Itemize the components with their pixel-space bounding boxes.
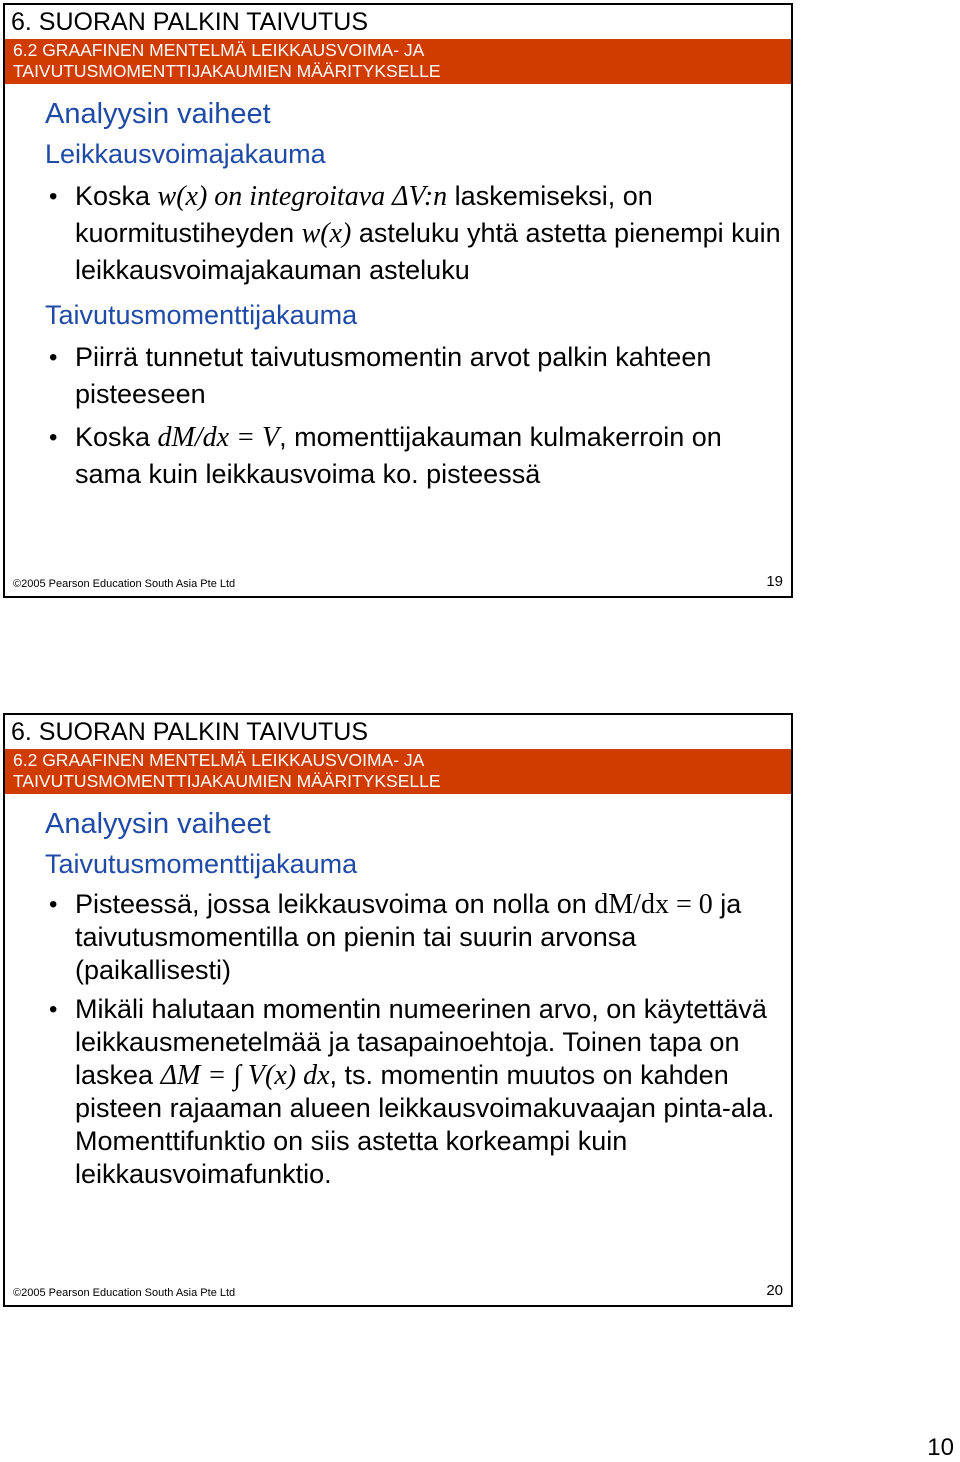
subsection-moment: Taivutusmomenttijakauma [45,300,358,330]
bullet-text: asteluku yhtä astetta pienempi kuin leikkausvoimajakauman asteluku [75,218,781,285]
bullet-text: ja taivutusmomentilla on pienin tai suurin arvonsa (paikallisesti) [75,889,742,985]
bullet-text: Mikäli halutaan momentin numeerinen arvo, on käytettävä leikkausmenetelmää ja tasapainoehtoja. Toinen tapa on laskea [75,994,767,1090]
subtitle-line-1: 6.2 GRAAFINEN MENTELMÄ LEIKKAUSVOIMA- JA [13,750,425,770]
slide-title: 6. SUORAN PALKIN TAIVUTUS [11,8,369,36]
bullet-icon: • [49,183,58,210]
subsection-shear: Leikkausvoimajakauma [45,139,326,169]
slide-title: 6. SUORAN PALKIN TAIVUTUS [11,718,369,746]
slide-footer [5,572,791,596]
slide-number: 20 [766,1282,783,1299]
copyright-text: ©2005 Pearson Education South Asia Pte Ltd [13,1287,236,1299]
bullet-list-moment [5,339,791,493]
slide-subtitle-bar [5,39,791,84]
bullet-text: laskemiseksi, on kuormitustiheyden [75,181,653,248]
slide-number: 19 [766,573,783,590]
bullet-icon: • [49,996,58,1023]
subtitle-line-2: TAIVUTUSMOMENTTIJAKAUMIEN MÄÄRITYKSELLE [13,771,441,791]
math-expression: dM/dx = 0 [594,889,713,920]
math-expression: dM/dx = V [157,422,280,453]
bullet-list-shear [5,178,791,289]
subtitle-line-1: 6.2 GRAAFINEN MENTELMÄ LEIKKAUSVOIMA- JA [13,40,425,60]
bullet-icon: • [49,891,58,918]
bullet-item [5,888,791,987]
slide-19 [3,3,793,598]
bullet-text: , momenttijakauman kulmakerroin on sama kuin leikkausvoima ko. pisteessä [75,422,722,489]
bullet-text: Pisteessä, jossa leikkausvoima on nolla on [75,889,595,919]
slide-footer [5,1281,791,1305]
subtitle-line-2: TAIVUTUSMOMENTTIJAKAUMIEN MÄÄRITYKSELLE [13,61,441,81]
bullet-icon: • [49,344,58,371]
bullet-item [5,993,791,1191]
document-page-number: 10 [927,1434,954,1461]
bullet-text: Koska [75,422,158,452]
section-heading: Analyysin vaiheet [45,98,271,130]
copyright-text: ©2005 Pearson Education South Asia Pte Ltd [13,578,236,590]
bullet-item [5,419,791,493]
bullet-text: Piirrä tunnetut taivutusmomentin arvot palkin kahteen pisteeseen [75,342,712,409]
bullet-item [5,339,791,413]
bullet-icon: • [49,424,58,451]
slide-subtitle-bar [5,749,791,794]
section-heading: Analyysin vaiheet [45,808,271,840]
math-expression: w(x) [301,218,352,249]
subsection-moment: Taivutusmomenttijakauma [45,849,358,879]
copyright-icon: © [13,578,22,590]
slide-20 [3,713,793,1307]
bullet-list-moment [5,888,791,1191]
math-expression: ΔM = ∫ V(x) dx [160,1060,330,1091]
copyright-icon: © [13,1287,22,1299]
math-expression: w(x) on integroitava ΔV:n [157,181,448,212]
bullet-item [5,178,791,289]
bullet-text: Koska [75,181,158,211]
bullet-text: , ts. momentin muutos on kahden pisteen rajaaman alueen leikkausvoimakuvaajan pinta-ala. Momenttifunktio on siis astetta korkeampi kuin leikkausvoimafunktio. [75,1060,775,1189]
